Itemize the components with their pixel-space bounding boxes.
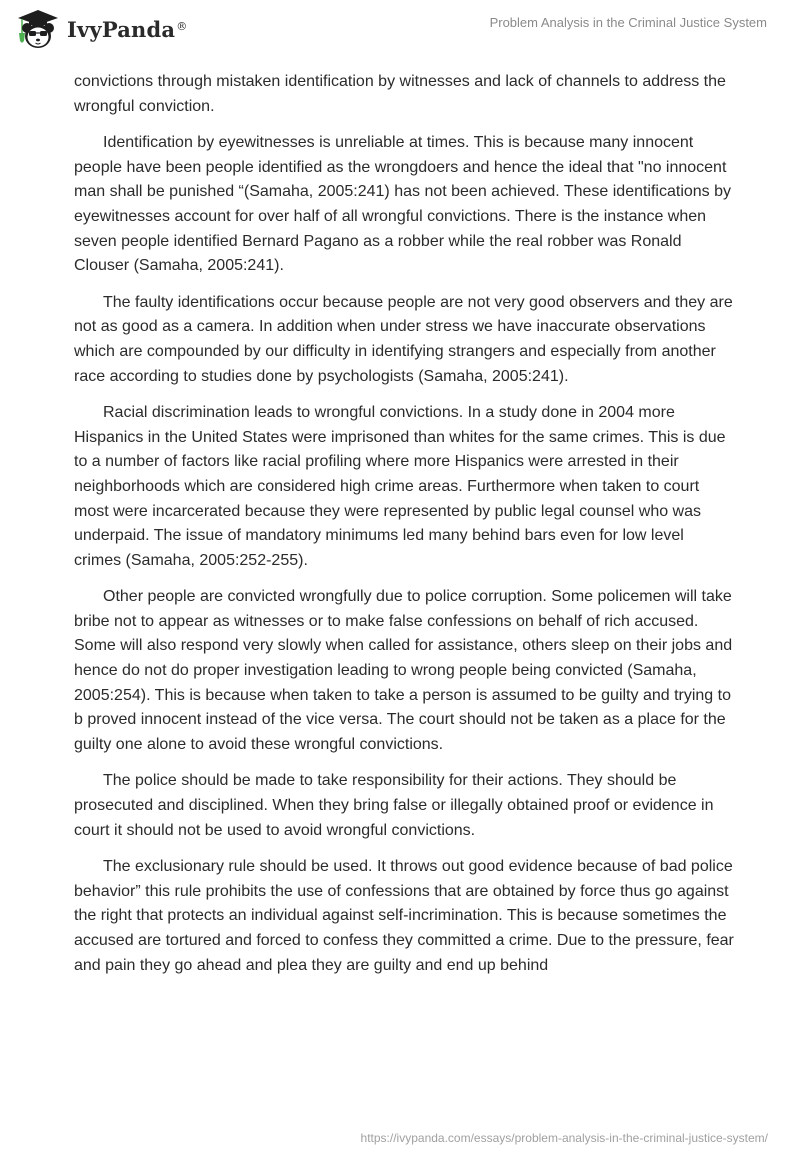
brand-name: IvyPanda — [67, 16, 176, 42]
ivypanda-logo[interactable] — [14, 6, 187, 50]
paragraph: The faulty identifications occur because people are not very good observers and they are not as good as a camera. In addition when under stress we have inaccurate observations which are compounded by our difficulty in identifying strangers and especially from another race according to studies done by psychologists (Samaha, 2005:241). — [74, 293, 733, 385]
panda-graduation-cap-icon — [14, 6, 62, 50]
page-header — [0, 0, 800, 56]
document-title: Problem Analysis in the Criminal Justice System — [489, 15, 767, 30]
article-body — [74, 70, 734, 990]
paragraph: The exclusionary rule should be used. It throws out good evidence because of bad police behavior” this rule prohibits the use of confessions that are obtained by force thus go against the right that protects an individual against self-incrimination. This is because sometimes the accused are tortured and forced to confess they committed a crime. Due to the pressure, fear and pain they go ahead and plea they are guilty and end up behind — [74, 858, 734, 974]
paragraph: Other people are convicted wrongfully due to police corruption. Some policemen will take bribe not to appear as witnesses or to make false confessions on behalf of rich accused. Some will also respond very slowly when called for assistance, others sleep on their jobs and hence do not do proper investigation leading to wrong people being convicted (Samaha, 2005:254). This is because when taken to take a person is assumed to be guilty and trying to b proved innocent instead of the vice versa. The court should not be taken as a place for the guilty one alone to avoid these wrongful convictions. — [74, 588, 733, 753]
paragraph-continued: convictions through mistaken identification by witnesses and lack of channels to address the wrongful conviction. — [74, 73, 726, 115]
paragraph: Racial discrimination leads to wrongful convictions. In a study done in 2004 more Hispanics in the United States were imprisoned than whites for the same crimes. This is due to a number of factors like racial profiling where more Hispanics were arrested in their neighborhoods which are considered high crime areas. Furthermore when taken to court most were incarcerated because they were represented by public legal counsel who was underpaid. The issue of mandatory minimums led many behind bars even for low level crimes (Samaha, 2005:252-255). — [74, 404, 726, 569]
source-url-link[interactable]: https://ivypanda.com/essays/problem-analysis-in-the-criminal-justice-system/ — [360, 1131, 768, 1145]
registered-mark: ® — [176, 19, 188, 33]
paragraph: The police should be made to take responsibility for their actions. They should be prosecuted and disciplined. When they bring false or illegally obtained proof or evidence in court it should not be used to avoid wrongful convictions. — [74, 772, 714, 839]
paragraph: Identification by eyewitnesses is unreliable at times. This is because many innocent people have been people identified as the wrongdoers and hence the ideal that "no innocent man shall be punished “(Samaha, 2005:241) has not been achieved. These identifications by eyewitnesses account for over half of all wrongful convictions. There is the instance when seven people identified Bernard Pagano as a robber while the real robber was Ronald Clouser (Samaha, 2005:241). — [74, 134, 732, 275]
